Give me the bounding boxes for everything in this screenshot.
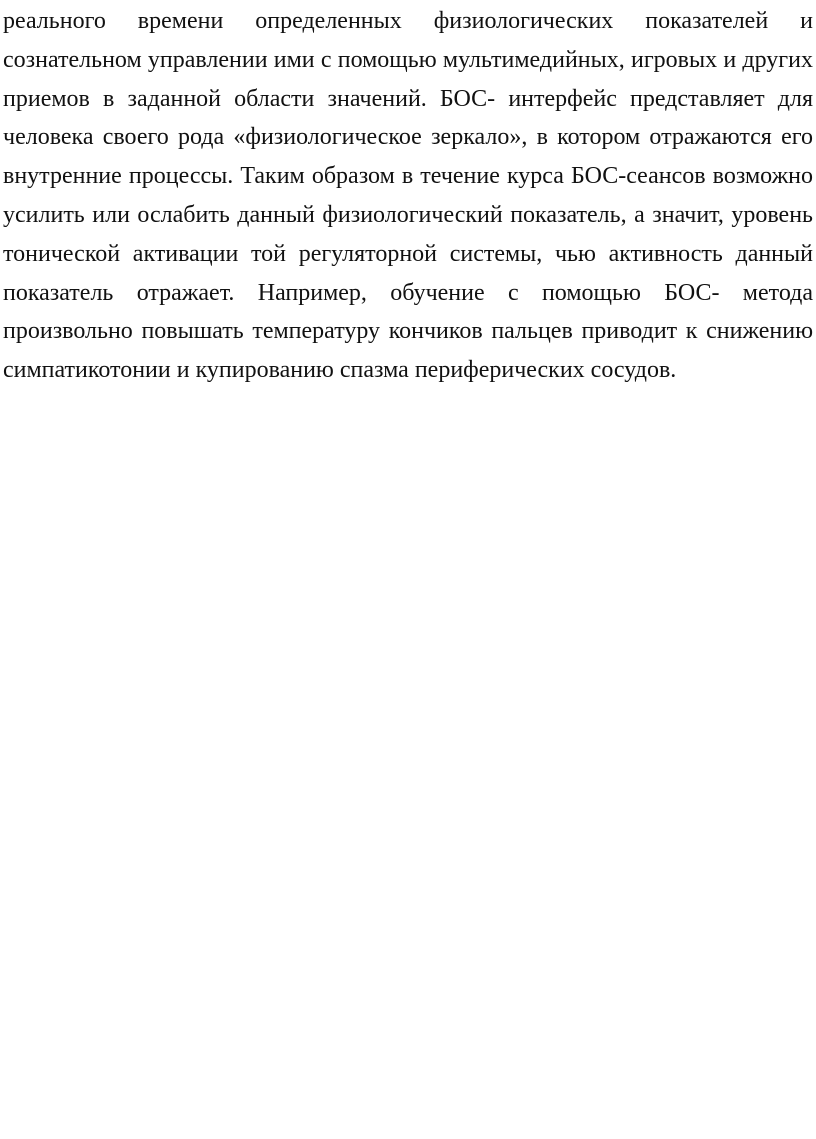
paragraph-line-9: произвольно повышать температуру кончиков пальцев приводит к снижению — [3, 318, 813, 345]
paragraph-line-10: симпатикотонии и купированию спазма периферических сосудов. — [3, 357, 677, 384]
paragraph-line-1: реального времени определенных физиологических показателей и — [3, 8, 813, 34]
body-paragraph — [3, 0, 813, 390]
paragraph-line-4: человека своего рода «физиологическое зеркало», в котором отражаются его — [3, 124, 813, 151]
paragraph-line-7: тонической активации той регуляторной системы, чью активность данный — [3, 240, 813, 267]
paragraph-line-2: сознательном управлении ими с помощью мультимедийных, игровых и других — [3, 46, 813, 73]
paragraph-line-8: показатель отражает. Например, обучение с помощью БОС- метода — [3, 279, 813, 306]
paragraph-line-5: внутренние процессы. Таким образом в течение курса БОС-сеансов возможно — [3, 163, 813, 190]
paragraph-line-3: приемов в заданной области значений. БОС- интерфейс представляет для — [3, 85, 813, 112]
paragraph-line-6: усилить или ослабить данный физиологический показатель, а значит, уровень — [3, 201, 813, 228]
